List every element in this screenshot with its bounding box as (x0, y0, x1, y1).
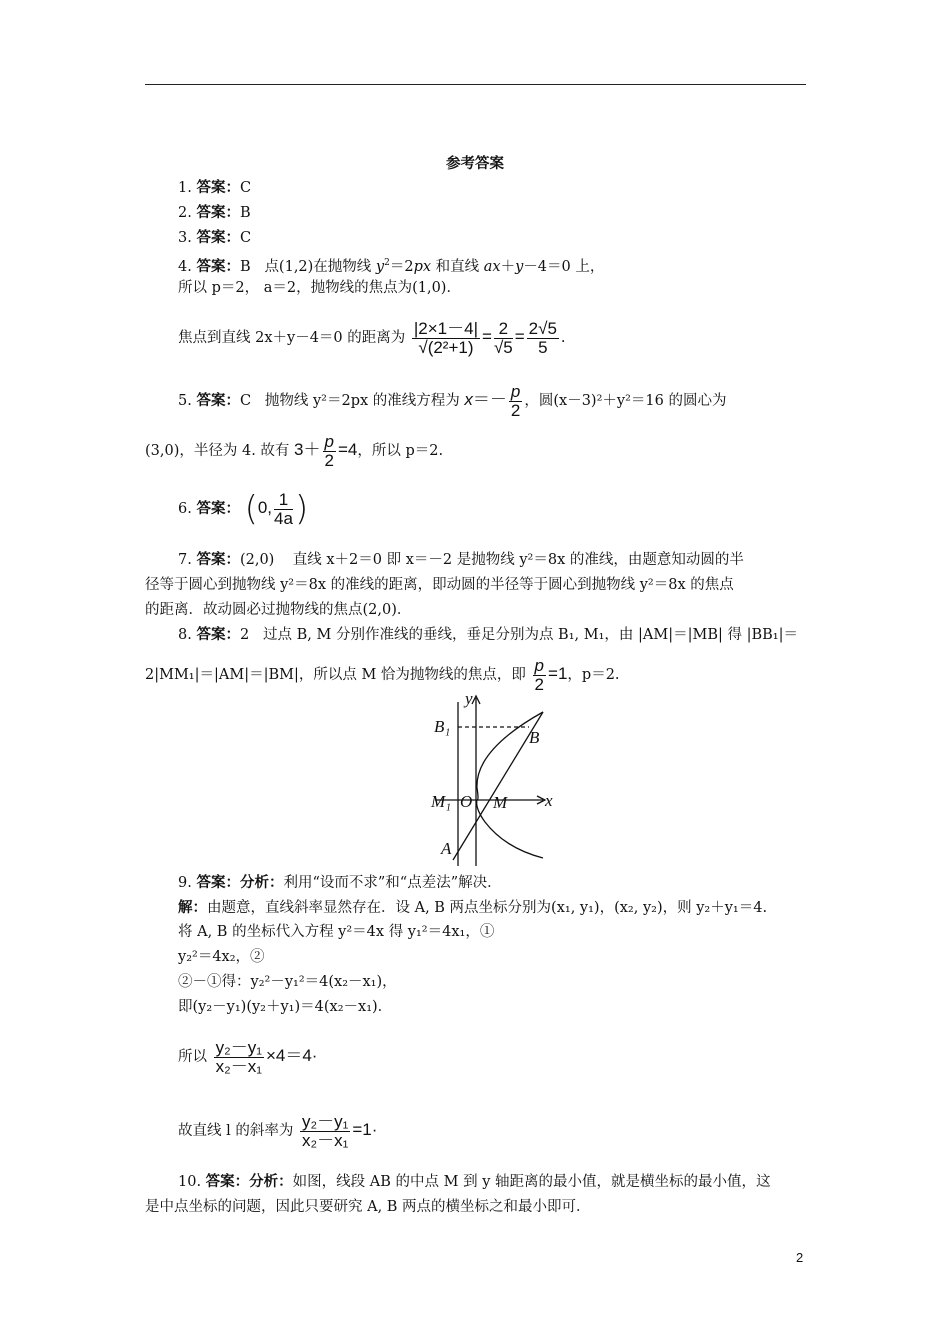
answer-9-line5: ②－①得：y₂²－y₁²＝4(x₂－x₁)， (178, 974, 397, 990)
answer-4-line3: 焦点到直线 2x＋y－4＝0 的距离为 $\frac{|2\times 1-4|}{\text{√(2²+1)}}$ = $\frac{2}{√5}$ = $\frac{2√5}{5}$ . (178, 318, 566, 357)
label-b: B (529, 728, 540, 747)
answer-4-line2: 所以 p＝2， a＝2，抛物线的焦点为(1,0)． (178, 280, 461, 296)
label-m1: M₁ (431, 792, 452, 811)
answer-9-line4: y₂²＝4x₂，② (178, 949, 265, 965)
answer-10: 10. 答案：分析：如图，线段 AB 的中点 M 到 y 轴距离的最小值，就是横坐标的最小值，这 (178, 1174, 771, 1190)
parabola-figure (425, 690, 565, 870)
label-b1: B₁ (434, 717, 451, 736)
label-o: O (460, 792, 473, 811)
answer-10-line2: 是中点坐标的问题，因此只要研究 A, B 两点的横坐标之和最小即可． (145, 1199, 591, 1215)
header-rule (145, 84, 806, 85)
answer-7-line3: 的距离．故动圆必过抛物线的焦点(2,0)． (145, 602, 412, 618)
answer-8-line2: 2|MM₁|＝|AM|＝|BM|，所以点 M 恰为抛物线的焦点，即 $\frac{p}{2}$ =1，p＝2. (145, 655, 620, 694)
answer-1: 1. 答案：C (178, 180, 252, 196)
answer-9-line7: 所以 $\frac{\text{y₂－y₁}}{\text{x₂－x₁}}$ ×4＝4· (178, 1037, 318, 1076)
label-y: y (465, 690, 473, 708)
answer-5-line2: (3,0)，半径为 4. 故有 3＋ $\frac{p}{2}$ =4，所以 p＝2. (145, 431, 444, 470)
label-m: M (493, 793, 508, 812)
answer-7: 7. 答案：(2,0) 直线 x＋2＝0 即 x＝－2 是抛物线 y²＝8x 的准线，由题意知动圆的半 (178, 552, 744, 568)
page-title: 参考答案 (446, 156, 504, 172)
label-a: A (441, 839, 452, 858)
answer-9-line6: 即(y₂－y₁)(y₂＋y₁)＝4(x₂－x₁)． (178, 999, 393, 1015)
answer-3: 3. 答案：C (178, 230, 252, 246)
answer-9-line8: 故直线 l 的斜率为 $\frac{\text{y₂－y₁}}{\text{x₂－x₁}}$ =1· (178, 1111, 378, 1150)
answer-7-line2: 径等于圆心到抛物线 y²＝8x 的准线的距离，即动圆的半径等于圆心到抛物线 y²＝8x 的焦点 (145, 577, 734, 593)
answer-9-line3: 将 A, B 的坐标代入方程 y²＝4x 得 y₁²＝4x₁，① (178, 924, 495, 940)
answer-5: 5. 答案：C 抛物线 y²＝2px 的准线方程为 x＝－ $\frac{p}{2}$ ，圆(x－3)²＋y²＝16 的圆心为 (178, 381, 727, 420)
answer-8: 8. 答案：2 过点 B, M 分别作准线的垂线，垂足分别为点 B₁, M₁，由 |AM|＝|MB| 得 |BB₁|＝ (178, 627, 798, 643)
label-x: x (545, 791, 553, 810)
answer-9-solution: 解：由题意，直线斜率显然存在．设 A, B 两点坐标分别为(x₁, y₁)，(x₂, y₂)，则 y₂＋y₁＝4. (178, 900, 768, 916)
page-number: 2 (796, 1250, 804, 1265)
answer-2: 2. 答案：B (178, 205, 251, 221)
answer-4: 4. 答案：B 点(1,2)在抛物线 $y^2=2px$ 和直线 ax＋y－4＝0 上， (178, 258, 605, 275)
answer-6: 6. 答案： (0, $\frac{1}{4a}$ ) (178, 489, 309, 529)
answer-9: 9. 答案：分析：利用“设而不求”和“点差法”解决． (178, 875, 502, 891)
